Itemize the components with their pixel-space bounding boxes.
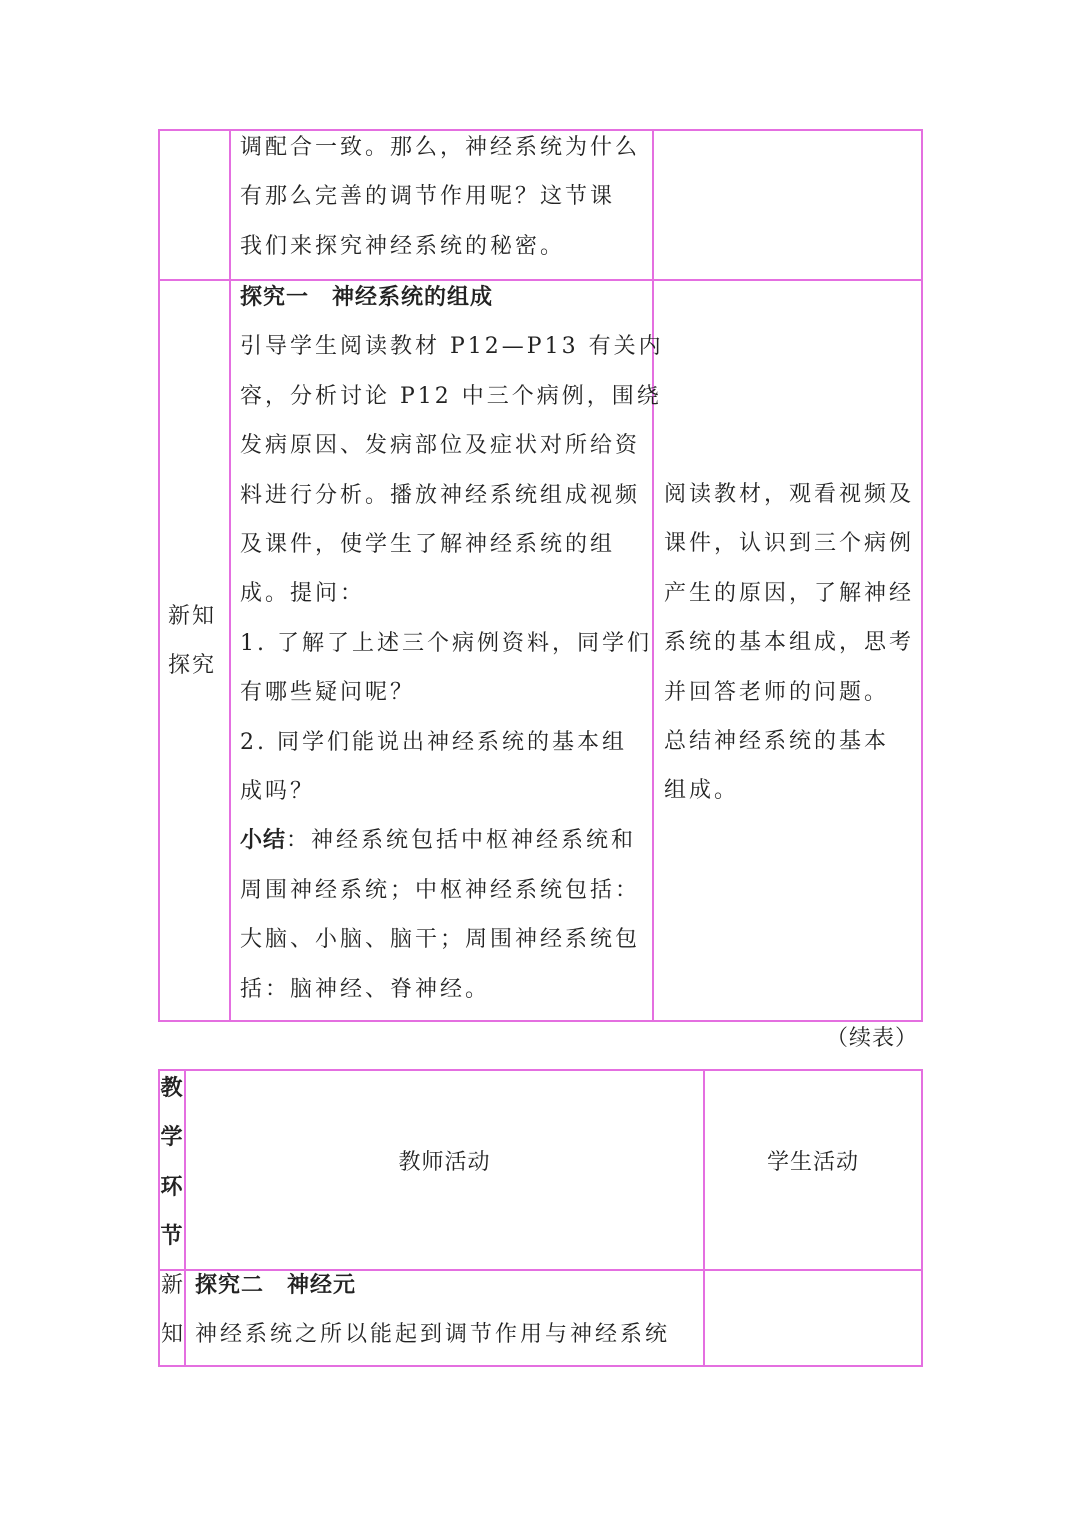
header-stage-char: 节 [160, 1224, 184, 1250]
summary-line: 周围神经系统；中枢神经系统包括： [240, 877, 641, 903]
summary-text: ：神经系统包括中枢神经系统和 [286, 828, 637, 854]
teacher-text-line: 调配合一致。那么，神经系统为什么 [240, 135, 641, 160]
student-text-line: 总结神经系统的基本 [664, 729, 890, 755]
header-stage-char: 教 [160, 1076, 184, 1101]
student-text-line: 课件，认识到三个病例 [664, 531, 915, 557]
teacher-text-line: 1. 了解了上述三个病例资料，同学们 [240, 630, 652, 656]
section-heading: 探究二 神经元 [195, 1273, 357, 1298]
table1-left-border [158, 129, 160, 1022]
table1-row2-stage-cell [168, 592, 216, 691]
stage-label-line: 新知 [168, 604, 217, 629]
teacher-text-line: 容，分析讨论 P12 中三个病例，围绕 [240, 383, 662, 409]
table2-top-border [158, 1069, 923, 1071]
teacher-text-line: 发病原因、发病部位及症状对所给资 [240, 433, 641, 459]
header-stage-char: 环 [160, 1174, 184, 1200]
table2-col-divider-1 [184, 1069, 186, 1367]
student-text-line: 组成。 [664, 778, 740, 804]
table2-row1-stage-cell [160, 1261, 184, 1360]
header-stage-char: 学 [160, 1125, 184, 1151]
section-heading: 探究一 神经系统的组成 [240, 285, 494, 310]
teacher-text-line: 引导学生阅读教材 P12—P13 有关内 [240, 334, 664, 360]
student-text-line: 产生的原因，了解神经 [664, 580, 915, 606]
header-student-cell [705, 1146, 921, 1180]
teacher-text-line: 有那么完善的调节作用呢？这节课 [240, 184, 616, 210]
teacher-text-line: 2. 同学们能说出神经系统的基本组 [240, 729, 627, 755]
student-text-line: 并回答老师的问题。 [664, 679, 890, 705]
table1-row1-teacher-cell [240, 123, 640, 271]
stage-char: 知 [160, 1322, 183, 1348]
summary-line: 大脑、小脑、脑干；周围神经系统包 [240, 927, 641, 953]
table1-bottom-border [158, 1020, 923, 1022]
stage-label-line: 探究 [168, 653, 217, 679]
table2-right-border [921, 1069, 923, 1367]
teacher-text-line: 成。提问： [240, 581, 366, 607]
table1-row2-teacher-cell [240, 273, 664, 1014]
stage-char: 新 [160, 1273, 183, 1298]
table1-row2-student-cell [664, 470, 914, 816]
header-teacher-cell [186, 1146, 703, 1180]
summary-line: 括：脑神经、脊神经。 [240, 976, 491, 1002]
table2-bottom-border [158, 1365, 923, 1367]
continued-table-label: （续表） [826, 1026, 919, 1051]
teacher-text-line: 成吗？ [240, 779, 316, 805]
summary-label: 小结 [240, 828, 287, 854]
student-text-line: 系统的基本组成，思考 [664, 630, 915, 656]
header-teacher-label: 教师活动 [398, 1150, 491, 1175]
table1-right-border [921, 129, 923, 1022]
table1-col-divider-1 [229, 129, 231, 1022]
teacher-text-line: 及课件，使学生了解神经系统的组 [240, 532, 616, 558]
teacher-text-line: 有哪些疑问呢？ [240, 680, 416, 706]
student-text-line: 阅读教材，观看视频及 [664, 482, 915, 507]
header-student-label: 学生活动 [766, 1150, 859, 1175]
header-stage-cell [160, 1064, 184, 1262]
teacher-text-line: 料进行分析。播放神经系统组成视频 [240, 482, 641, 508]
table2-col-divider-2 [703, 1069, 705, 1367]
summary-line [240, 816, 664, 865]
teacher-text-line: 我们来探究神经系统的秘密。 [240, 233, 566, 259]
table2-row1-teacher-cell [195, 1261, 670, 1360]
teacher-text-line: 神经系统之所以能起到调节作用与神经系统 [195, 1322, 671, 1348]
